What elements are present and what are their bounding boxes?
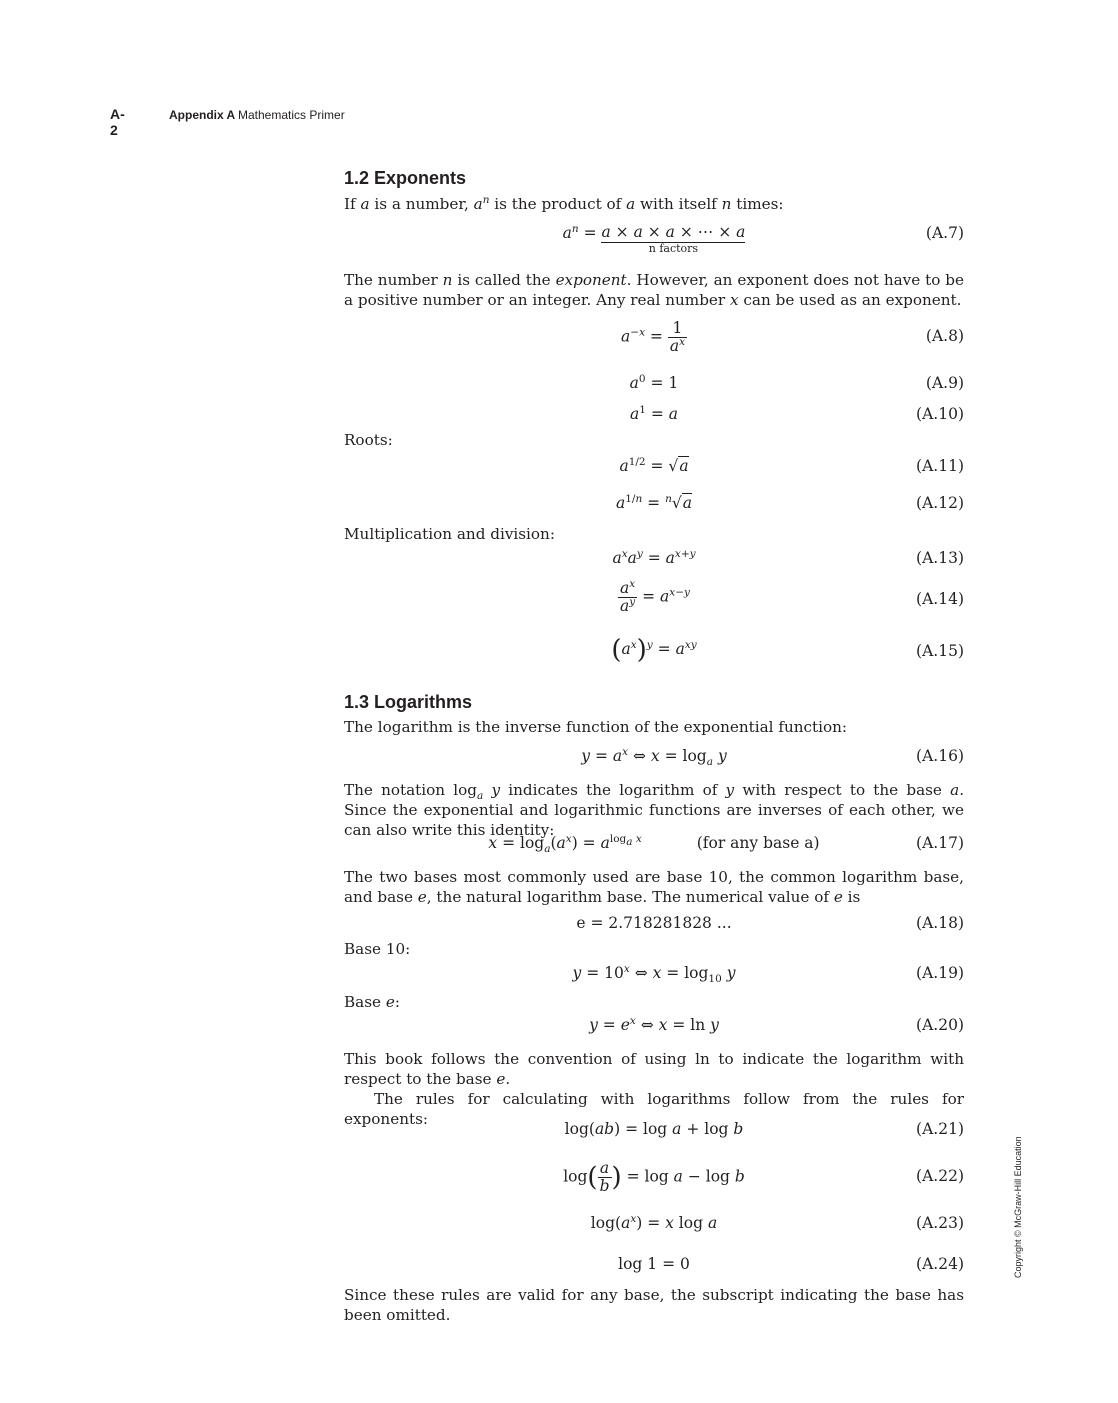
equation-number: (A.9) (925, 374, 964, 392)
equation-a18: e = 2.718281828 ... (576, 914, 732, 932)
equation-a13: $a^xa^y = a^{x+y}$ (612, 547, 696, 567)
equation-number: (A.11) (916, 457, 964, 475)
base-10-label: Base 10: (344, 940, 411, 958)
equation-a8: $a^{-x}$ = $\frac{1}{a^x}$ (621, 319, 685, 356)
equation-a16: $y = a^x$ ⇔ $x = \log_a y$ (581, 745, 727, 769)
equation-a23: $\log(a^x) = x$ log a (590, 1212, 718, 1232)
paragraph: The logarithm is the inverse function of the exponential function: (344, 718, 848, 736)
equation-number: (A.18) (916, 914, 964, 932)
equation-number: (A.21) (916, 1120, 964, 1138)
equation-a22: log( $\frac{a}{b}$ ) = log a − log b (563, 1159, 745, 1196)
equation-number: (A.8) (925, 327, 964, 345)
equation-number: (A.15) (916, 642, 964, 660)
equation-number: (A.12) (916, 494, 964, 512)
equation-number: (A.14) (916, 590, 964, 608)
page-number: A-2 (110, 106, 125, 138)
base-e-label: Base e: (344, 993, 400, 1011)
equation-number: (A.17) (916, 834, 964, 852)
equation-a19: $y = 10^x$ ⇔ $x = \log_{10} y$ (572, 962, 736, 986)
equation-number: (A.22) (916, 1167, 964, 1185)
equation-number: (A.13) (916, 549, 964, 567)
equation-a11: $a^{1/2} = √a$ (619, 455, 689, 475)
equation-a12: $a^{1/n} = ^n√a$ (616, 492, 692, 512)
equation-a17: $x = \log_a(a^x) = a^{log_a x}$ (for any base a) (488, 832, 820, 856)
multiplication-division-label: Multiplication and division: (344, 525, 555, 543)
section-heading-exponents: 1.2 Exponents (344, 168, 467, 188)
equation-a10: $a^1 = a$ (629, 403, 679, 423)
equation-a20: $y = e^x$ ⇔ x = ln y (589, 1014, 719, 1034)
equation-number: (A.7) (925, 224, 964, 242)
roots-label: Roots: (344, 431, 393, 449)
equation-number: (A.23) (916, 1214, 964, 1232)
appendix-label: Appendix A (169, 108, 236, 122)
copyright-notice: Copyright © McGraw-Hill Education (1013, 1136, 1023, 1278)
equation-number: (A.10) (916, 405, 964, 423)
equation-a21: log(ab) = log a + log b (564, 1120, 744, 1138)
equation-a15: $(a^x)^y = a^{xy}$ (611, 635, 697, 665)
equation-a14: $\frac{a^x}{a^y}$ = $a^{x-y}$ (620, 577, 690, 616)
paragraph: The two bases most commonly used are base 10, the common logarithm base, and base e, the natural logarithm base. The numerical value of e is (344, 868, 964, 906)
paragraph: The notation $\log_a y$ indicates the logarithm of y with respect to the base a. Since the exponential and logarithmic functions are inverses of each other, we can also write this identity: (344, 781, 965, 839)
for-any-base-note: (for any base a) (696, 834, 820, 852)
chapter-title: Mathematics Primer (238, 108, 345, 122)
page-content (344, 0, 964, 1403)
paragraph: If a is a number, $a^n$ is the product of a with itself n times: (344, 193, 784, 213)
equation-number: (A.24) (916, 1255, 964, 1273)
n-factors-label: n factors (648, 242, 699, 256)
equation-number: (A.20) (916, 1016, 964, 1034)
equation-a9: $a^0 = 1$ (629, 372, 679, 392)
equation-a7: $a^n$ = a × a × a × ⋯ × a n factors (562, 222, 746, 256)
paragraph: This book follows the convention of using ln to indicate the logarithm with respect to the base e. (344, 1050, 964, 1088)
paragraph: The rules for calculating with logarithms follow from the rules for exponents: (344, 1090, 964, 1128)
equation-number: (A.19) (916, 964, 964, 982)
equation-a24: log 1 = 0 (618, 1255, 690, 1273)
section-heading-logarithms: 1.3 Logarithms (344, 692, 473, 712)
closing-paragraph: Since these rules are valid for any base, the subscript indicating the base has been omitted. (344, 1286, 964, 1324)
paragraph: The number n is called the exponent. However, an exponent does not have to be a positive number or an integer. Any real number x can be used as an exponent. (344, 271, 964, 309)
equation-number: (A.16) (916, 747, 964, 765)
